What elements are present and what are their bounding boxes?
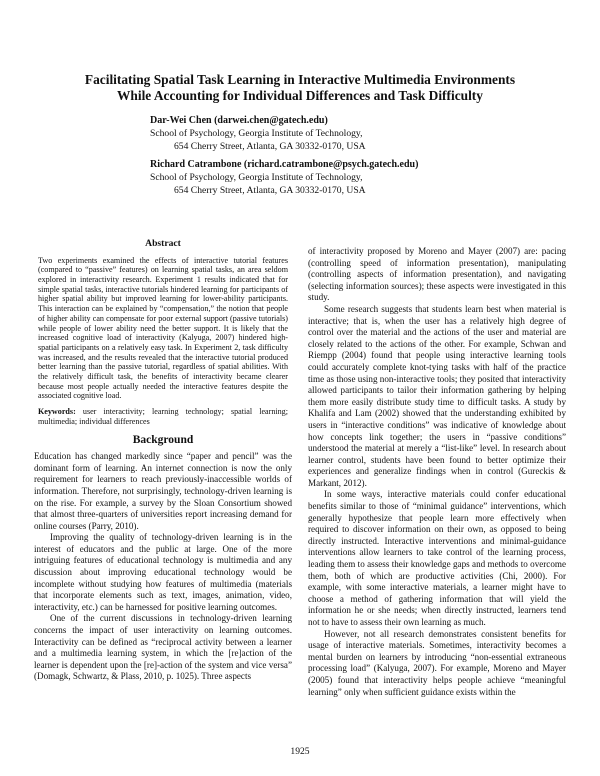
author-name: Richard Catrambone (richard.catrambone@psych.gatech.edu)	[150, 159, 419, 170]
keywords-label: Keywords:	[38, 407, 76, 417]
abstract-text: Two experiments examined the effects of interactive tutorial features (compared to “passive” features) on learning spatial tasks, an area seldom explored in interactivity research. Experiment 1 results indicated that for simple spatial tasks, interactive tutorials hindered learning for participants of higher spatial ability but improved learning for lower-ability participants. This interaction can be explained by “compensation,” the notion that people of higher ability can compensate for poor external support (passive tutorials) while people of lower ability need the better support. It is likely that the increased cognitive load of interactivity (Kalyuga, 2007) hindered high-spatial participants on a relatively easy task. In Experiment 2, task difficulty was increased, and the results revealed that the interactive tutorial produced better learning than the passive tutorial, regardless of spatial abilities. With the relatively difficult task, the benefits of interactivity became clearer because most people actually needed the interactive features despite the associated cognitive load.	[38, 255, 288, 401]
author-block-1	[150, 114, 470, 153]
author-address: 654 Cherry Street, Atlanta, GA 30332-0170, USA	[174, 141, 366, 152]
author-name: Dar-Wei Chen (darwei.chen@gatech.edu)	[150, 115, 328, 126]
body-paragraph: One of the current discussions in technology-driven learning concerns the impact of user interactivity on learning outcomes. Interactivity can be defined as “reciprocal activity between a learner and a multimedia learning system, in which the [re]action of the learner is dependent upon the [re]-action of the system and vice versa” (Domagk, Schwartz, & Plass, 2010, p. 1025). Three aspects	[34, 613, 292, 682]
keywords	[34, 407, 292, 426]
abstract-heading: Abstract	[145, 238, 181, 249]
author-affiliation: School of Psychology, Georgia Institute of Technology,	[150, 172, 363, 183]
title-line-2: While Accounting for Individual Differences and Task Difficulty	[117, 88, 483, 103]
author-block-2	[150, 158, 470, 197]
author-address: 654 Cherry Street, Atlanta, GA 30332-0170, USA	[174, 185, 366, 196]
body-paragraph: Improving the quality of technology-driven learning is in the interest of educators and the public at large. One of the more intriguing features of educational technology is multimedia and any discussion about improving educational technology would be incomplete without studying how features of multimedia (materials that incorporate elements such as text, images, animation, video, interactivity, etc.) can be harnessed for positive learning outcomes.	[34, 532, 292, 612]
keywords-text: user interactivity; learning technology; spatial learning; multimedia; individual differences	[38, 407, 288, 426]
body-paragraph: of interactivity proposed by Moreno and Mayer (2007) are: pacing (controlling speed of information presentation), manipulating (controlling aspects of information presentation), and navigating (selecting information sources); these aspects were investigated in this study.	[308, 246, 566, 303]
paper-title	[40, 72, 560, 104]
left-column	[34, 238, 292, 683]
body-paragraph: Some research suggests that students learn best when material is interactive; that is, when the user has a relatively high degree of control over the material and the actions of the user and material are closely related to the actions of the other. For example, Schwan and Riempp (2004) found that people using interactive learning tools could accurately complete knot-tying tasks with half of the practice time as those using non-interactive tools; they posited that interactivity allowed participants to tailor their information gathering by helping them more easily distribute study time to difficult tasks. A study by Khalifa and Lam (2002) showed that the understanding exhibited by users in “interactive conditions” was indicative of knowledge about how concepts link together; the users in “passive conditions” understood the material at merely a “list-like” level. In research about learner control, students have been found to better optimize their experiences and generalize findings when in control (Gureckis & Markant, 2012).	[308, 303, 566, 488]
right-column	[308, 246, 566, 698]
page-number: 1925	[290, 746, 310, 757]
background-heading: Background	[132, 433, 194, 446]
body-paragraph: Education has changed markedly since “paper and pencil” was the dominant form of learning. An internet connection is now the only requirement for learners to reach previously-inaccessible worlds of information. Therefore, not surprisingly, technology-driven learning is on the rise. For example, a survey by the Sloan Consortium showed that almost three-quarters of universities report increasing demand for online courses (Parry, 2010).	[34, 451, 292, 531]
abstract-body	[34, 256, 292, 402]
title-line-1: Facilitating Spatial Task Learning in Interactive Multimedia Environments	[84, 72, 516, 87]
author-affiliation: School of Psychology, Georgia Institute of Technology,	[150, 128, 363, 139]
body-paragraph: However, not all research demonstrates consistent benefits for usage of interactive materials. Sometimes, interactivity becomes a mental burden on learners by introducing “non-essential extraneous processing load” (Kalyuga, 2007). For example, Moreno and Mayer (2005) found that interactivity helps people achieve “meaningful learning” only when sufficient guidance exists within the	[308, 628, 566, 697]
body-paragraph: In some ways, interactive materials could confer educational benefits similar to those of “minimal guidance” interventions, which generally hypothesize that people learn more effectively when required to discover information on their own, as opposed to being directly instructed. Interactive interventions and minimal-guidance interventions allow learners to take control of the learning process, leading them to assess their knowledge gaps and methods to overcome them, both of which are productive activities (Chi, 2000). For example, with some interactive materials, a learner might have to choose a method of gathering information that will yield the information he or she needs; when directly instructed, learners tend not to have to assess their own learning as much.	[308, 489, 566, 627]
